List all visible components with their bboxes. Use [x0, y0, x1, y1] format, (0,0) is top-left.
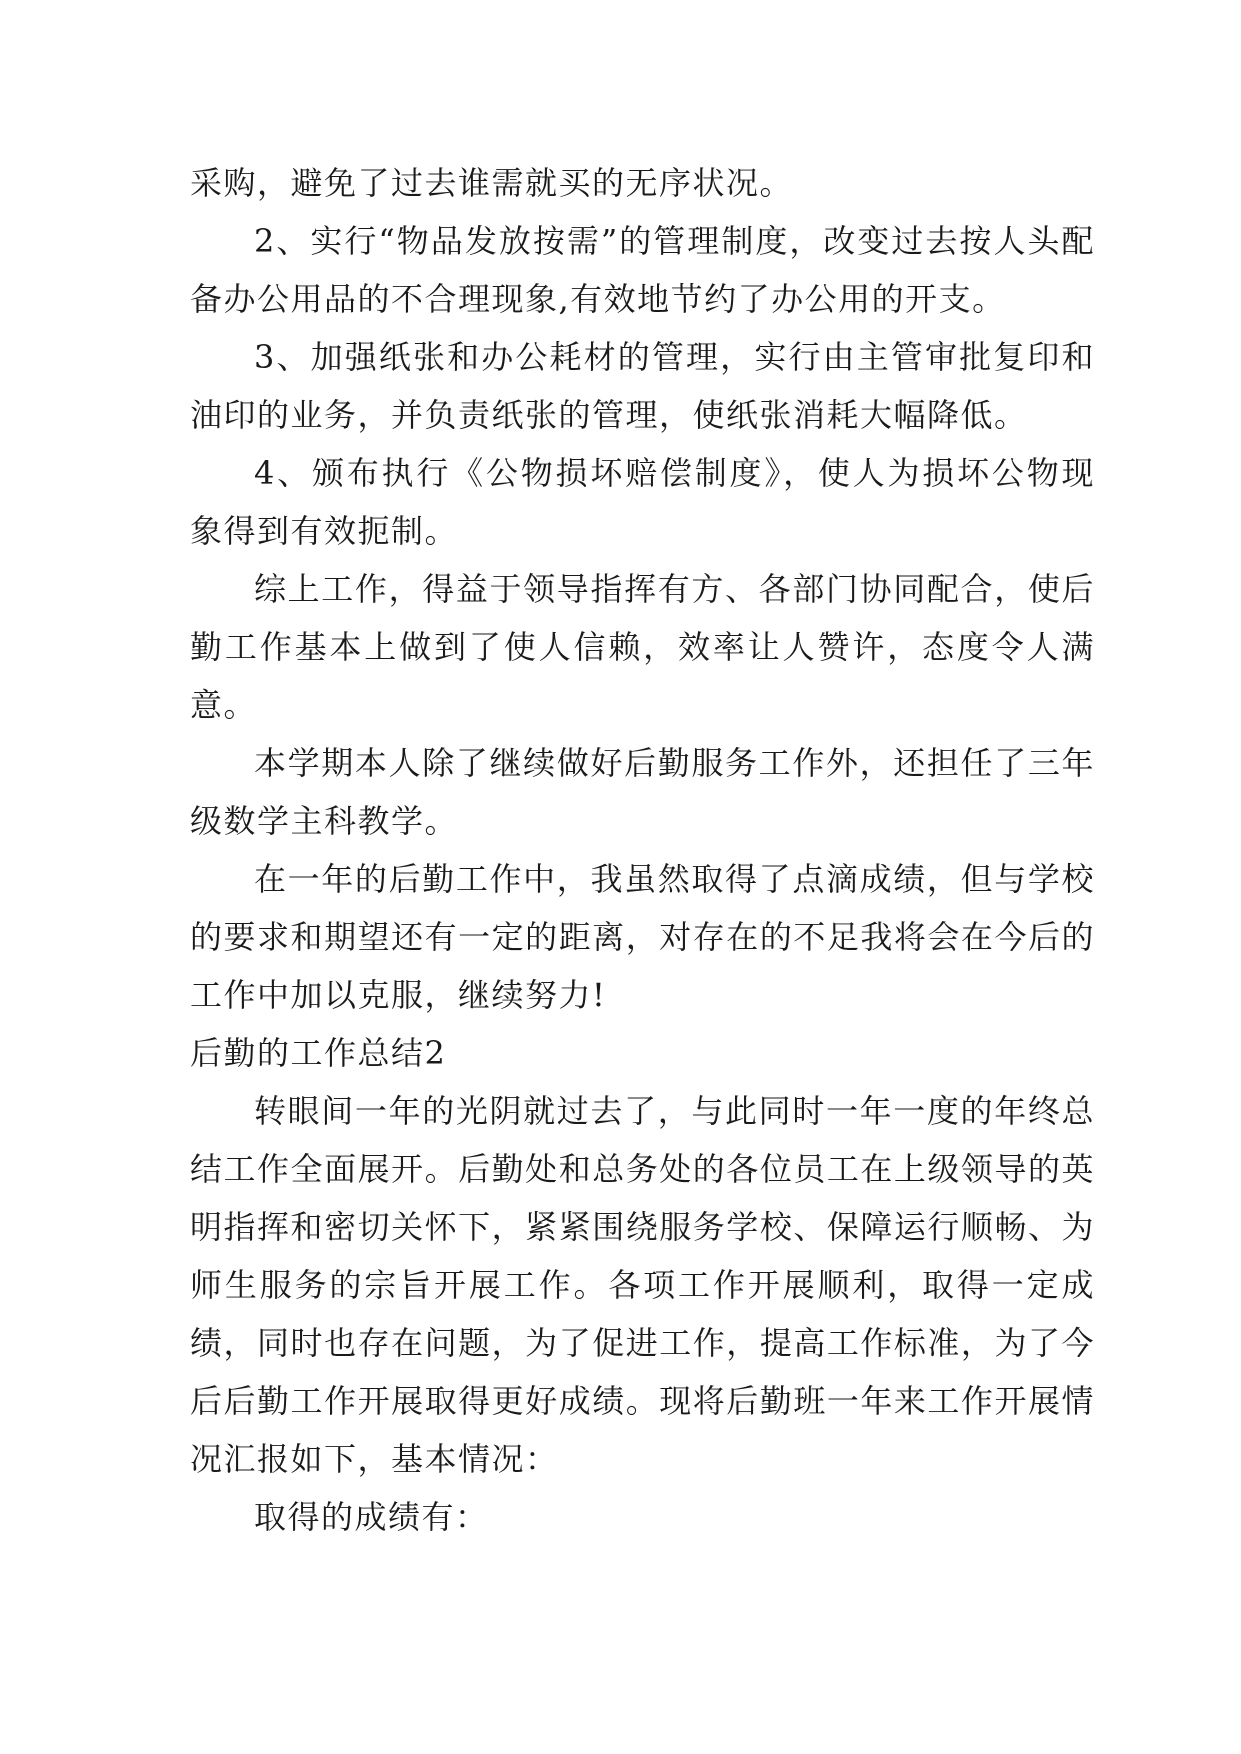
- document-body: [190, 154, 1095, 1546]
- paragraph: 3、加强纸张和办公耗材的管理，实行由主管审批复印和油印的业务，并负责纸张的管理，使纸张消耗大幅降低。: [190, 338, 1095, 434]
- paragraph: 综上工作，得益于领导指挥有方、各部门协同配合，使后勤工作基本上做到了使人信赖，效率让人赞许，态度令人满意。: [190, 570, 1095, 724]
- paragraph: 取得的成绩有：: [254, 1498, 489, 1536]
- paragraph: 本学期本人除了继续做好后勤服务工作外，还担任了三年级数学主科教学。: [190, 744, 1095, 840]
- paragraph: 2、实行“物品发放按需”的管理制度，改变过去按人头配备办公用品的不合理现象,有效地节约了办公用的开支。: [190, 222, 1095, 318]
- paragraph: 采购，避免了过去谁需就买的无序状况。: [190, 164, 794, 202]
- section-heading: 后勤的工作总结2: [190, 1034, 447, 1072]
- paragraph: 转眼间一年的光阴就过去了，与此同时一年一度的年终总结工作全面展开。后勤处和总务处的各位员工在上级领导的英明指挥和密切关怀下，紧紧围绕服务学校、保障运行顺畅、为师生服务的宗旨开展工作。各项工作开展顺利，取得一定成绩，同时也存在问题，为了促进工作，提高工作标准，为了今后后勤工作开展取得更好成绩。现将后勤班一年来工作开展情况汇报如下，基本情况：: [190, 1092, 1095, 1478]
- paragraph: 4、颁布执行《公物损坏赔偿制度》，使人为损坏公物现象得到有效扼制。: [190, 454, 1095, 550]
- paragraph: 在一年的后勤工作中，我虽然取得了点滴成绩，但与学校的要求和期望还有一定的距离，对存在的不足我将会在今后的工作中加以克服，继续努力!: [190, 860, 1095, 1014]
